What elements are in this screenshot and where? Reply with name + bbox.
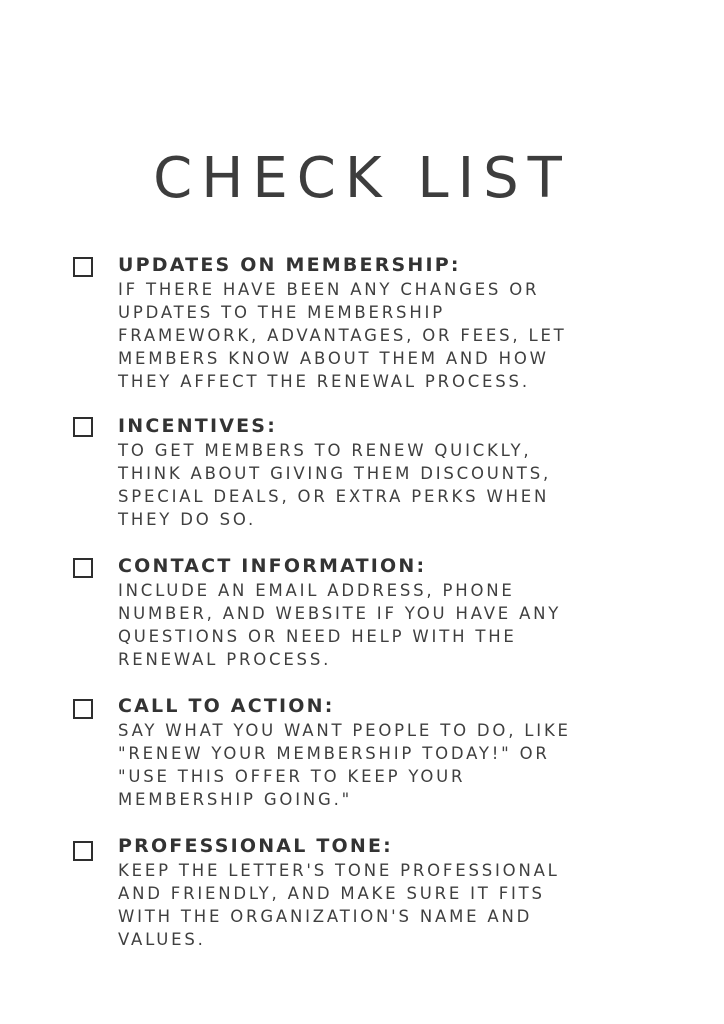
description-line: UPDATES TO THE MEMBERSHIP: [118, 303, 445, 323]
description-line: KEEP THE LETTER'S TONE PROFESSIONAL: [118, 861, 560, 880]
checkbox[interactable]: [73, 841, 93, 861]
page-title: CHECK LIST: [153, 146, 571, 211]
item-heading: UPDATES ON MEMBERSHIP:: [118, 254, 461, 276]
description-line: MEMBERS KNOW ABOUT THEM AND HOW: [118, 349, 549, 369]
item-heading: INCENTIVES:: [118, 415, 277, 437]
checkbox[interactable]: [73, 417, 93, 437]
description-line: INCLUDE AN EMAIL ADDRESS, PHONE: [118, 581, 515, 600]
description-line: "USE THIS OFFER TO KEEP YOUR: [118, 767, 466, 787]
checkbox[interactable]: [73, 558, 93, 578]
checkbox[interactable]: [73, 257, 93, 277]
item-description: [118, 719, 678, 811]
item-heading: CONTACT INFORMATION:: [118, 555, 427, 577]
description-line: QUESTIONS OR NEED HELP WITH THE: [118, 627, 517, 647]
description-line: NUMBER, AND WEBSITE IF YOU HAVE ANY: [118, 604, 562, 624]
item-description: [118, 439, 678, 531]
description-line: THEY DO SO.: [118, 510, 257, 530]
description-line: MEMBERSHIP GOING.": [118, 790, 353, 810]
item-description: [118, 278, 678, 393]
description-line: RENEWAL PROCESS.: [118, 650, 332, 670]
description-line: THEY AFFECT THE RENEWAL PROCESS.: [118, 372, 530, 392]
description-line: VALUES.: [118, 930, 206, 950]
item-heading: PROFESSIONAL TONE:: [118, 835, 393, 857]
checkbox[interactable]: [73, 699, 93, 719]
description-line: TO GET MEMBERS TO RENEW QUICKLY,: [118, 441, 532, 460]
item-description: [118, 859, 678, 951]
description-line: WITH THE ORGANIZATION'S NAME AND: [118, 907, 533, 927]
description-line: "RENEW YOUR MEMBERSHIP TODAY!" OR: [118, 744, 550, 764]
item-heading: CALL TO ACTION:: [118, 695, 335, 717]
description-line: FRAMEWORK, ADVANTAGES, OR FEES, LET: [118, 326, 567, 346]
description-line: AND FRIENDLY, AND MAKE SURE IT FITS: [118, 884, 545, 904]
description-line: IF THERE HAVE BEEN ANY CHANGES OR: [118, 280, 540, 299]
description-line: THINK ABOUT GIVING THEM DISCOUNTS,: [118, 464, 552, 484]
description-line: SPECIAL DEALS, OR EXTRA PERKS WHEN: [118, 487, 550, 507]
item-description: [118, 579, 678, 671]
description-line: SAY WHAT YOU WANT PEOPLE TO DO, LIKE: [118, 721, 571, 740]
